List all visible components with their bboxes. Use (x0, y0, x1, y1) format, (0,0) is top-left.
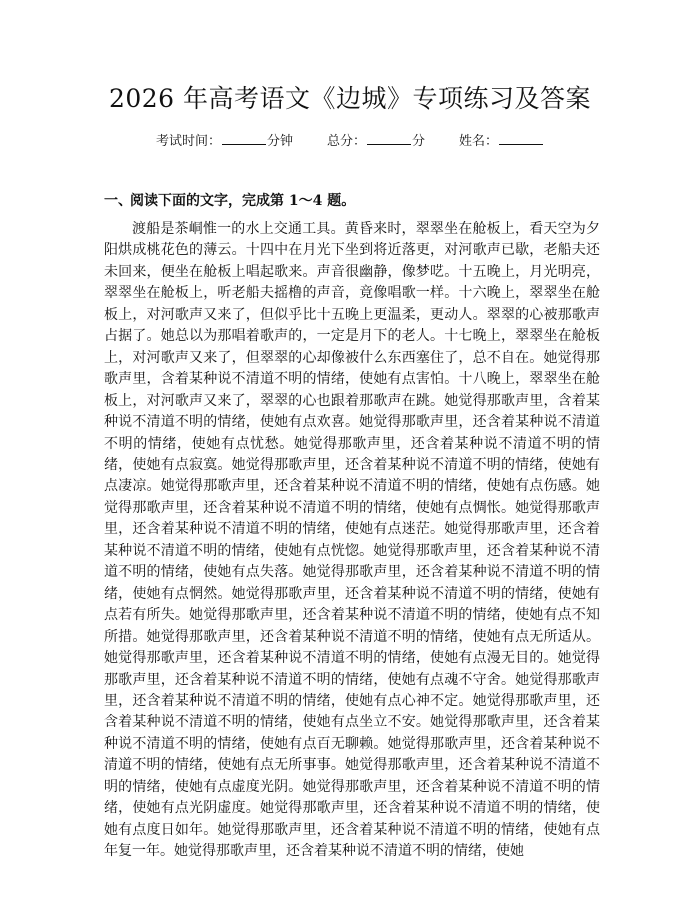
time-label: 考试时间： (155, 134, 221, 149)
name-blank (499, 132, 543, 145)
section-heading (104, 191, 355, 211)
reading-passage: 渡船是茶峒惟一的水上交通工具。黄昏来时，翠翠坐在舱板上，看天空为夕阳烘成桃花色的薄云。十四中在月光下坐到将近落更，对河歌声已歇，老船夫还未回来，便坐在舱板上唱起歌来。声音很幽静，像梦呓。十五晚上，月光明亮，翠翠坐在舱板上，听老船夫摇橹的声音，竟像唱歌一样。十六晚上，翠翠坐在舱板上，对河歌声又来了，但似乎比十五晚上更温柔，更动人。翠翠的心被那歌声占据了。她总以为那唱着歌声的，一定是月下的老人。十七晚上，翠翠坐在舱板上，对河歌声又来了，但翠翠的心却像被什么东西塞住了，总不自在。她觉得那歌声里，含着某种说不清道不明的情绪，使她有点害怕。十八晚上，翠翠坐在舱板上，对河歌声又来了，翠翠的心也跟着那歌声在跳。她觉得那歌声里，含着某种说不清道不明的情绪，使她有点欢喜。她觉得那歌声里，还含着某种说不清道不明的情绪，使她有点忧愁。她觉得那歌声里，还含着某种说不清道不明的情绪，使她有点寂寞。她觉得那歌声里，还含着某种说不清道不明的情绪，使她有点凄凉。她觉得那歌声里，还含着某种说不清道不明的情绪，使她有点伤感。她觉得那歌声里，还含着某种说不清道不明的情绪，使她有点惆怅。她觉得那歌声里，还含着某种说不清道不明的情绪，使她有点迷茫。她觉得那歌声里，还含着某种说不清道不明的情绪，使她有点恍惚。她觉得那歌声里，还含着某种说不清道不明的情绪，使她有点失落。她觉得那歌声里，还含着某种说不清道不明的情绪，使她有点惘然。她觉得那歌声里，还含着某种说不清道不明的情绪，使她有点若有所失。她觉得那歌声里，还含着某种说不清道不明的情绪，使她有点不知所措。她觉得那歌声里，还含着某种说不清道不明的情绪，使她有点无所适从。她觉得那歌声里，还含着某种说不清道不明的情绪，使她有点漫无目的。她觉得那歌声里，还含着某种说不清道不明的情绪，使她有点魂不守舍。她觉得那歌声里，还含着某种说不清道不明的情绪，使她有点心神不定。她觉得那歌声里，还含着某种说不清道不明的情绪，使她有点坐立不安。她觉得那歌声里，还含着某种说不清道不明的情绪，使她有点百无聊赖。她觉得那歌声里，还含着某种说不清道不明的情绪，使她有点无所事事。她觉得那歌声里，还含着某种说不清道不明的情绪，使她有点虚度光阴。她觉得那歌声里，还含着某种说不清道不明的情绪，使她有点光阴虚度。她觉得那歌声里，还含着某种说不清道不明的情绪，使她有点度日如年。她觉得那歌声里，还含着某种说不清道不明的情绪，使她有点年复一年。她觉得那歌声里，还含着某种说不清道不明的情绪，使她 (104, 221, 600, 860)
score-unit: 分 (412, 134, 426, 149)
score-blank (367, 132, 411, 145)
page-title: 2026 年高考语文《边城》专项练习及答案 (108, 84, 592, 113)
section-instruction: 阅读下面的文字，完成第 1～4 题。 (130, 193, 356, 209)
time-blank (222, 132, 266, 145)
name-label: 姓名： (459, 134, 499, 149)
section-number: 一、 (104, 193, 132, 209)
time-unit: 分钟 (266, 134, 293, 149)
exam-meta-line (0, 132, 700, 151)
score-label: 总分： (326, 134, 366, 149)
